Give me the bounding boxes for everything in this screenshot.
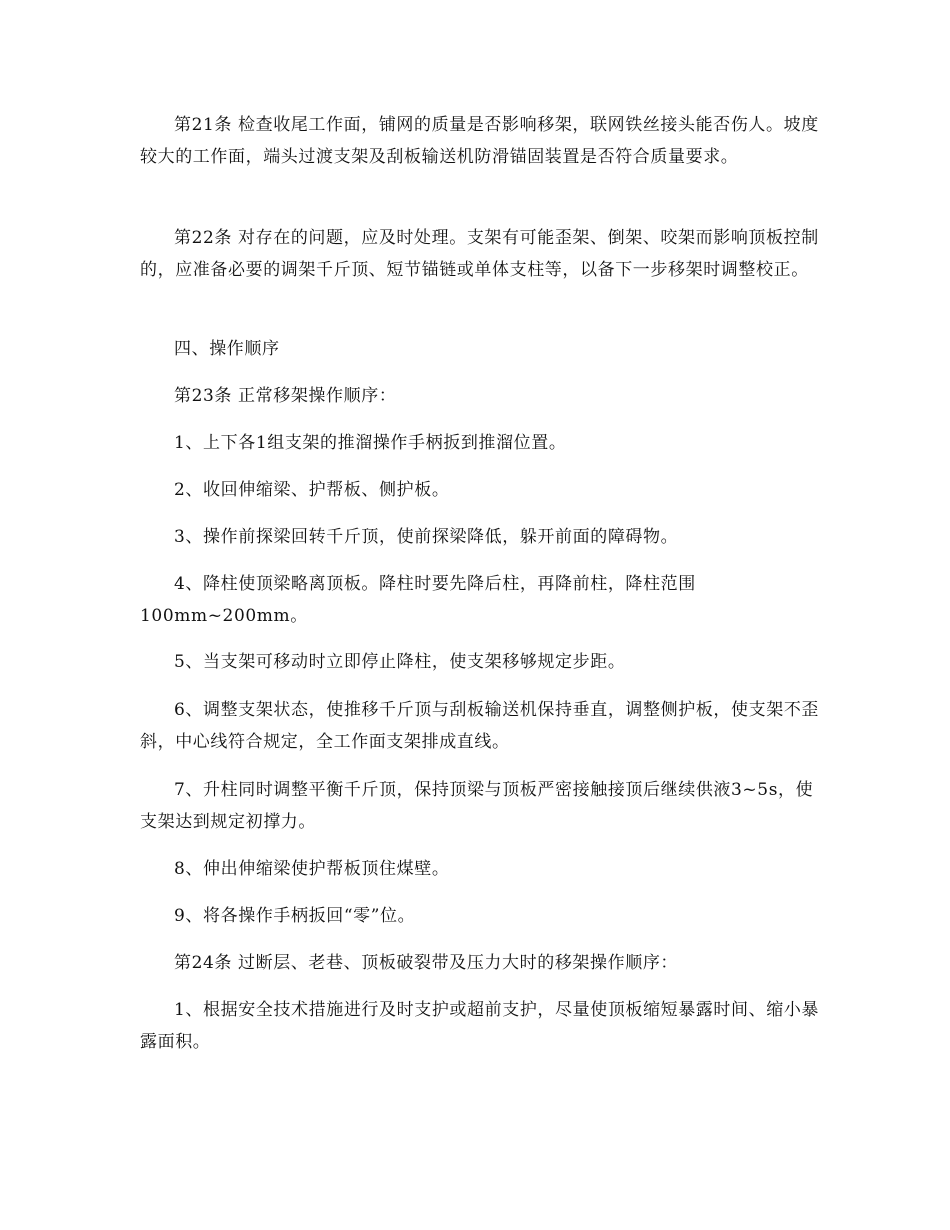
list-item-23-6: 6、调整支架状态，使推移千斤顶与刮板输送机保持垂直，调整侧护板，使支架不歪斜，中心线符合规定，全工作面支架排成直线。 [140, 700, 820, 752]
section-heading-operation-order: 四、操作顺序 [174, 339, 280, 359]
paragraph-article-22: 第22条 对存在的问题，应及时处理。支架有可能歪架、倒架、咬架而影响顶板控制的，应准备必要的调架千斤顶、短节锚链或单体支柱等，以备下一步移架时调整校正。 [140, 228, 819, 280]
list-item-23-3: 3、操作前探梁回转千斤顶，使前探梁降低，躲开前面的障碍物。 [174, 527, 679, 547]
paragraph-article-23: 第23条 正常移架操作顺序： [174, 386, 397, 406]
list-item-24-1: 1、根据安全技术措施进行及时支护或超前支护，尽量使顶板缩短暴露时间、缩小暴露面积。 [140, 1000, 820, 1052]
list-item-23-9: 9、将各操作手柄扳回“零”位。 [174, 906, 416, 926]
list-item-23-1: 1、上下各1组支架的推溜操作手柄扳到推溜位置。 [174, 433, 567, 453]
paragraph-article-24: 第24条 过断层、老巷、顶板破裂带及压力大时的移架操作顺序： [174, 953, 679, 973]
paragraph-article-21: 第21条 检查收尾工作面，铺网的质量是否影响移架，联网铁丝接头能否伤人。坡度较大的工作面，端头过渡支架及刮板输送机防滑锚固装置是否符合质量要求。 [140, 115, 819, 167]
list-item-23-8: 8、伸出伸缩梁使护帮板顶住煤壁。 [174, 859, 450, 879]
list-item-23-2: 2、收回伸缩梁、护帮板、侧护板。 [174, 480, 450, 500]
list-item-23-5: 5、当支架可移动时立即停止降柱，使支架移够规定步距。 [174, 652, 626, 672]
list-item-23-7: 7、升柱同时调整平衡千斤顶，保持顶梁与顶板严密接触接顶后继续供液3~5s，使支架达到规定初撑力。 [140, 780, 814, 832]
list-item-23-4: 4、降柱使顶梁略离顶板。降柱时要先降后柱，再降前柱，降柱范围100mm~200mm。 [140, 574, 696, 626]
